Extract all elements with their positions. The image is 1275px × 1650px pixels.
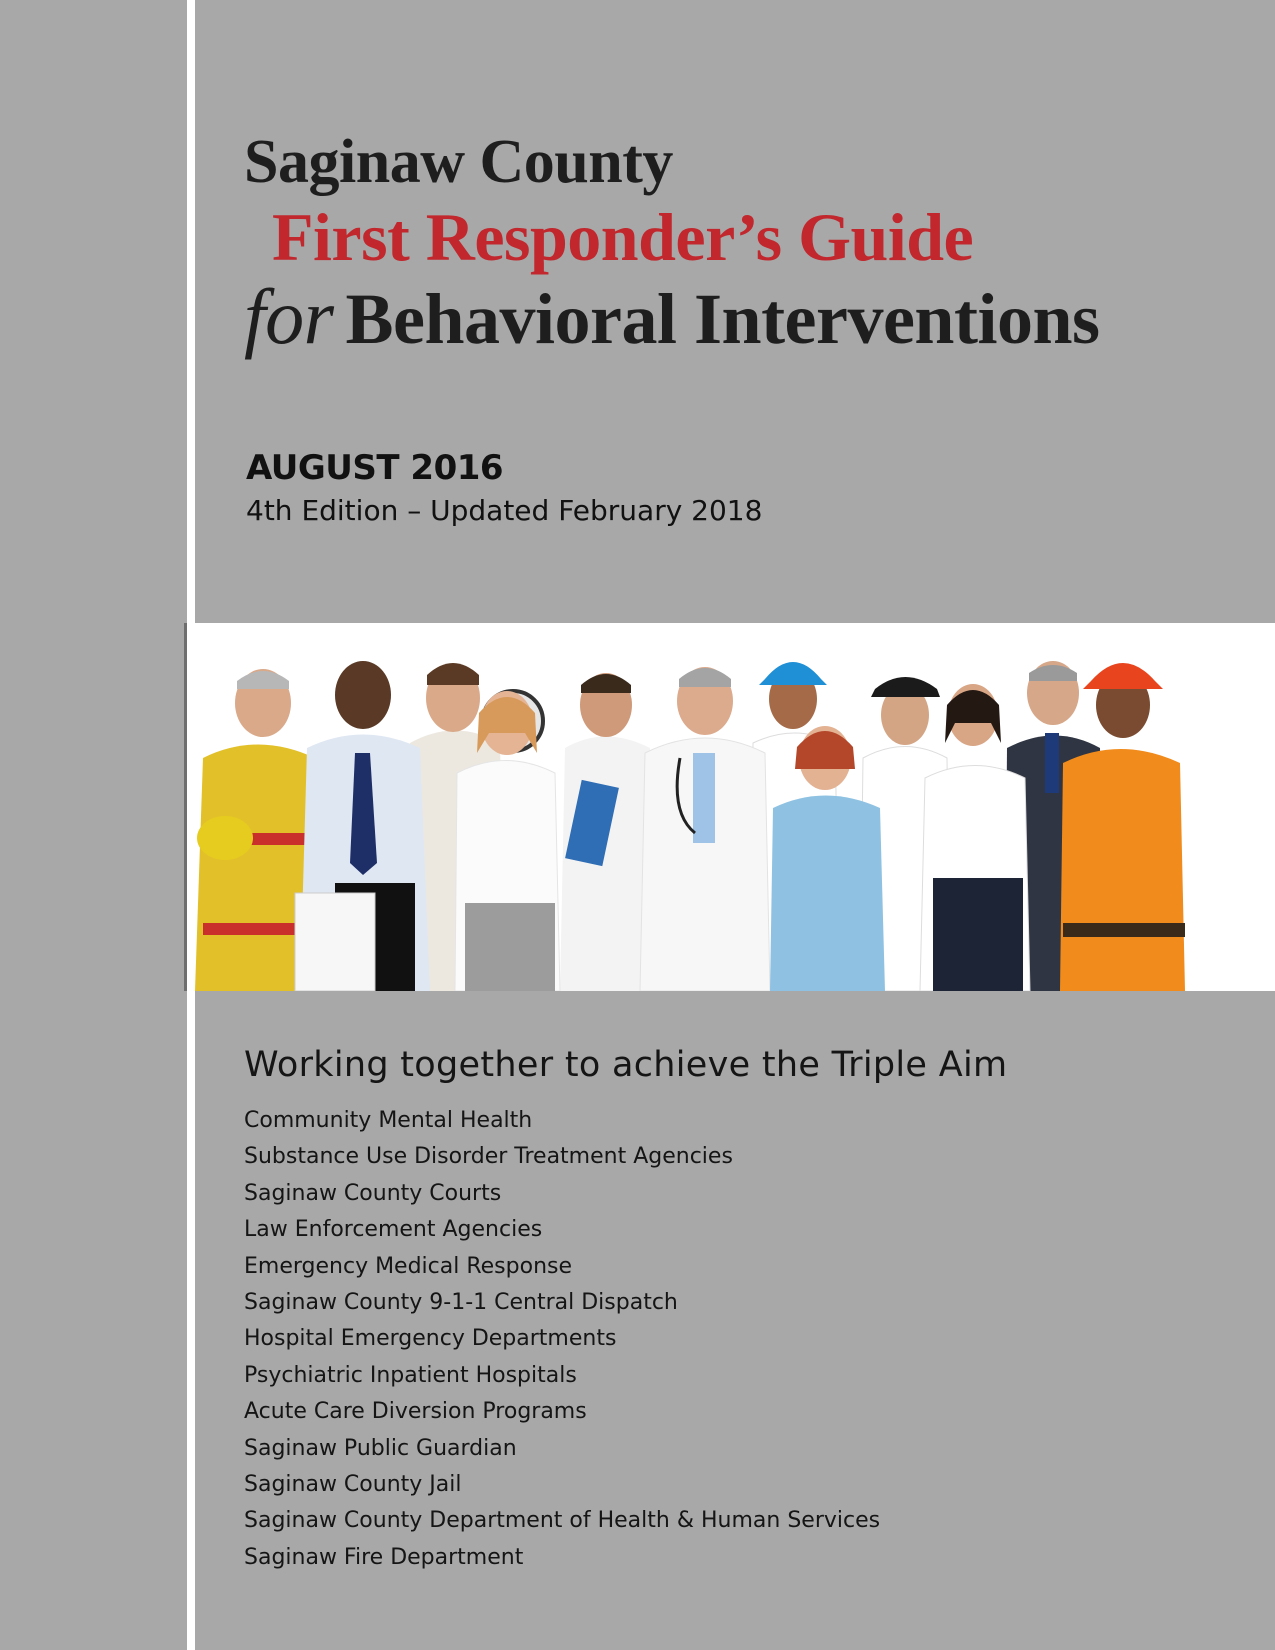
- partners-heading: Working together to achieve the Triple Aim: [244, 1045, 1008, 1085]
- partner-item: Saginaw County Department of Health & Human Services: [244, 1508, 881, 1534]
- partner-item: Hospital Emergency Departments: [244, 1326, 617, 1352]
- partners-list: [244, 1103, 1244, 1576]
- title-guide: First Responder’s Guide: [272, 199, 974, 275]
- partner-item: Saginaw Fire Department: [244, 1544, 524, 1570]
- partner-item: Saginaw County 9-1-1 Central Dispatch: [244, 1289, 678, 1315]
- title-county: Saginaw County: [244, 128, 673, 196]
- partner-item: Substance Use Disorder Treatment Agencies: [244, 1144, 733, 1170]
- partner-item: Psychiatric Inpatient Hospitals: [244, 1362, 577, 1388]
- partner-item: Community Mental Health: [244, 1108, 533, 1133]
- edition-info: [246, 448, 762, 527]
- edition-date: AUGUST 2016: [246, 448, 504, 488]
- partner-item: Emergency Medical Response: [244, 1253, 573, 1279]
- title-for: for: [244, 273, 334, 360]
- vertical-divider: [187, 0, 195, 1650]
- title-subject: [244, 275, 1254, 361]
- partner-item: Acute Care Diversion Programs: [244, 1399, 587, 1425]
- group-photo: [195, 623, 1275, 991]
- partners-section: [244, 1045, 1244, 1576]
- photo-left-edge: [184, 623, 187, 991]
- left-margin-strip: [0, 0, 185, 1650]
- partner-item: Saginaw County Courts: [244, 1180, 502, 1206]
- partner-item: Saginaw County Jail: [244, 1471, 462, 1497]
- group-photo-illustration: [195, 623, 1275, 991]
- edition-updated: 4th Edition – Updated February 2018: [246, 494, 763, 527]
- partner-item: Law Enforcement Agencies: [244, 1217, 543, 1243]
- title-subject-text: Behavioral Interventions: [345, 279, 1100, 359]
- document-title: [244, 125, 1254, 361]
- partner-item: Saginaw Public Guardian: [244, 1435, 517, 1461]
